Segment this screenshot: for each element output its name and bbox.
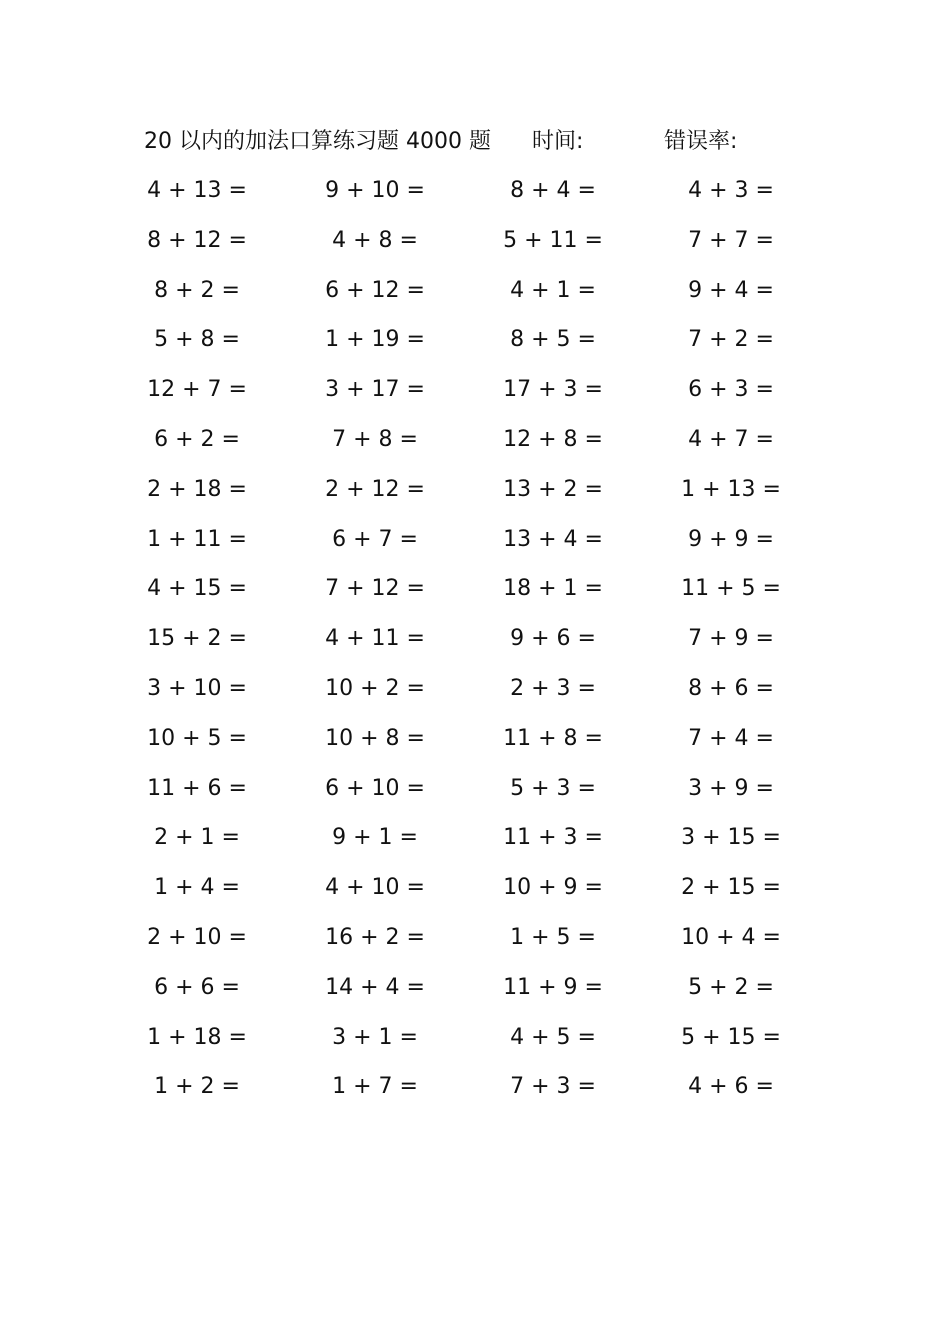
- problem-row: [0, 370, 950, 420]
- math-problem: 9 + 4 =: [688, 277, 774, 303]
- worksheet-title: 20 以内的加法口算练习题 4000 题: [144, 129, 491, 154]
- problem-row: [0, 569, 950, 619]
- math-problem: 13 + 4 =: [503, 526, 603, 552]
- math-problem: 3 + 9 =: [688, 775, 774, 801]
- math-problem: 9 + 1 =: [332, 825, 418, 851]
- math-problem: 12 + 7 =: [147, 377, 247, 403]
- math-problem: 6 + 3 =: [688, 377, 774, 403]
- math-problem: 10 + 9 =: [503, 875, 603, 901]
- math-problem: 4 + 10 =: [325, 875, 425, 901]
- math-problem: 9 + 9 =: [688, 526, 774, 552]
- math-problem: 1 + 18 =: [147, 1024, 247, 1050]
- math-problem: 9 + 10 =: [325, 178, 425, 203]
- math-problem: 14 + 4 =: [325, 974, 425, 1000]
- math-problem: 1 + 4 =: [154, 875, 240, 901]
- math-problem: 5 + 15 =: [681, 1024, 781, 1050]
- math-problem: 13 + 2 =: [503, 476, 603, 502]
- math-problem: 3 + 17 =: [325, 377, 425, 403]
- math-problem: 10 + 8 =: [325, 725, 425, 751]
- math-problem: 1 + 19 =: [325, 327, 425, 353]
- math-problem: 2 + 15 =: [681, 875, 781, 901]
- math-problem: 2 + 1 =: [154, 825, 240, 851]
- problem-row: [0, 320, 950, 370]
- math-problem: 6 + 2 =: [154, 426, 240, 452]
- problem-row: [0, 968, 950, 1018]
- math-problem: 10 + 2 =: [325, 675, 425, 701]
- problem-row: [0, 818, 950, 868]
- math-problem: 2 + 18 =: [147, 476, 247, 502]
- problem-row: [0, 221, 950, 271]
- math-problem: 2 + 12 =: [325, 476, 425, 502]
- math-problem: 2 + 3 =: [510, 675, 596, 701]
- math-problem: 11 + 9 =: [503, 974, 603, 1000]
- time-label: 时间:: [532, 129, 584, 154]
- math-problem: 8 + 5 =: [510, 327, 596, 353]
- problem-row: [0, 669, 950, 719]
- math-problem: 5 + 2 =: [688, 974, 774, 1000]
- math-problem: 8 + 2 =: [154, 277, 240, 303]
- math-problem: 1 + 2 =: [154, 1074, 240, 1100]
- math-problem: 6 + 6 =: [154, 974, 240, 1000]
- math-problem: 7 + 2 =: [688, 327, 774, 353]
- math-problem: 3 + 1 =: [332, 1024, 418, 1050]
- math-problem: 6 + 10 =: [325, 775, 425, 801]
- problem-row: [0, 171, 950, 221]
- math-problem: 2 + 10 =: [147, 924, 247, 950]
- math-problem: 4 + 11 =: [325, 626, 425, 652]
- worksheet-header: [0, 124, 950, 160]
- math-problem: 10 + 4 =: [681, 924, 781, 950]
- math-problem: 4 + 6 =: [688, 1074, 774, 1100]
- math-problem: 6 + 12 =: [325, 277, 425, 303]
- problem-row: [0, 769, 950, 819]
- math-problem: 7 + 12 =: [325, 576, 425, 602]
- problem-row: [0, 271, 950, 321]
- math-problem: 6 + 7 =: [332, 526, 418, 552]
- math-problem: 17 + 3 =: [503, 377, 603, 403]
- math-problem: 7 + 9 =: [688, 626, 774, 652]
- math-problem: 4 + 3 =: [688, 178, 774, 203]
- math-problem: 1 + 5 =: [510, 924, 596, 950]
- math-problem: 15 + 2 =: [147, 626, 247, 652]
- problem-row: [0, 868, 950, 918]
- math-problem: 7 + 4 =: [688, 725, 774, 751]
- problem-row: [0, 719, 950, 769]
- math-problem: 11 + 8 =: [503, 725, 603, 751]
- error-rate-label: 错误率:: [664, 129, 738, 154]
- math-problem: 4 + 15 =: [147, 576, 247, 602]
- math-problem: 7 + 3 =: [510, 1074, 596, 1100]
- math-problem: 4 + 5 =: [510, 1024, 596, 1050]
- math-problem: 7 + 7 =: [688, 227, 774, 253]
- math-problem: 5 + 8 =: [154, 327, 240, 353]
- math-problem: 11 + 6 =: [147, 775, 247, 801]
- math-problem: 8 + 4 =: [510, 178, 596, 203]
- problem-row: [0, 1018, 950, 1068]
- math-problem: 10 + 5 =: [147, 725, 247, 751]
- math-problem: 16 + 2 =: [325, 924, 425, 950]
- math-problem: 12 + 8 =: [503, 426, 603, 452]
- problem-row: [0, 918, 950, 968]
- math-problem: 3 + 15 =: [681, 825, 781, 851]
- math-problem: 18 + 1 =: [503, 576, 603, 602]
- math-problem: 3 + 10 =: [147, 675, 247, 701]
- problem-row: [0, 470, 950, 520]
- math-problem: 4 + 8 =: [332, 227, 418, 253]
- problem-row: [0, 1067, 950, 1117]
- math-problem: 8 + 6 =: [688, 675, 774, 701]
- math-problem: 1 + 7 =: [332, 1074, 418, 1100]
- math-problem: 11 + 3 =: [503, 825, 603, 851]
- problem-row: [0, 619, 950, 669]
- math-problem: 4 + 1 =: [510, 277, 596, 303]
- math-problem: 9 + 6 =: [510, 626, 596, 652]
- math-problem: 1 + 11 =: [147, 526, 247, 552]
- math-problem: 8 + 12 =: [147, 227, 247, 253]
- math-problem: 4 + 13 =: [147, 178, 247, 203]
- math-problem: 5 + 3 =: [510, 775, 596, 801]
- problem-row: [0, 520, 950, 570]
- math-problem: 11 + 5 =: [681, 576, 781, 602]
- problem-row: [0, 420, 950, 470]
- math-problem: 7 + 8 =: [332, 426, 418, 452]
- problem-grid: [0, 171, 950, 1117]
- math-problem: 4 + 7 =: [688, 426, 774, 452]
- math-problem: 1 + 13 =: [681, 476, 781, 502]
- math-problem: 5 + 11 =: [503, 227, 603, 253]
